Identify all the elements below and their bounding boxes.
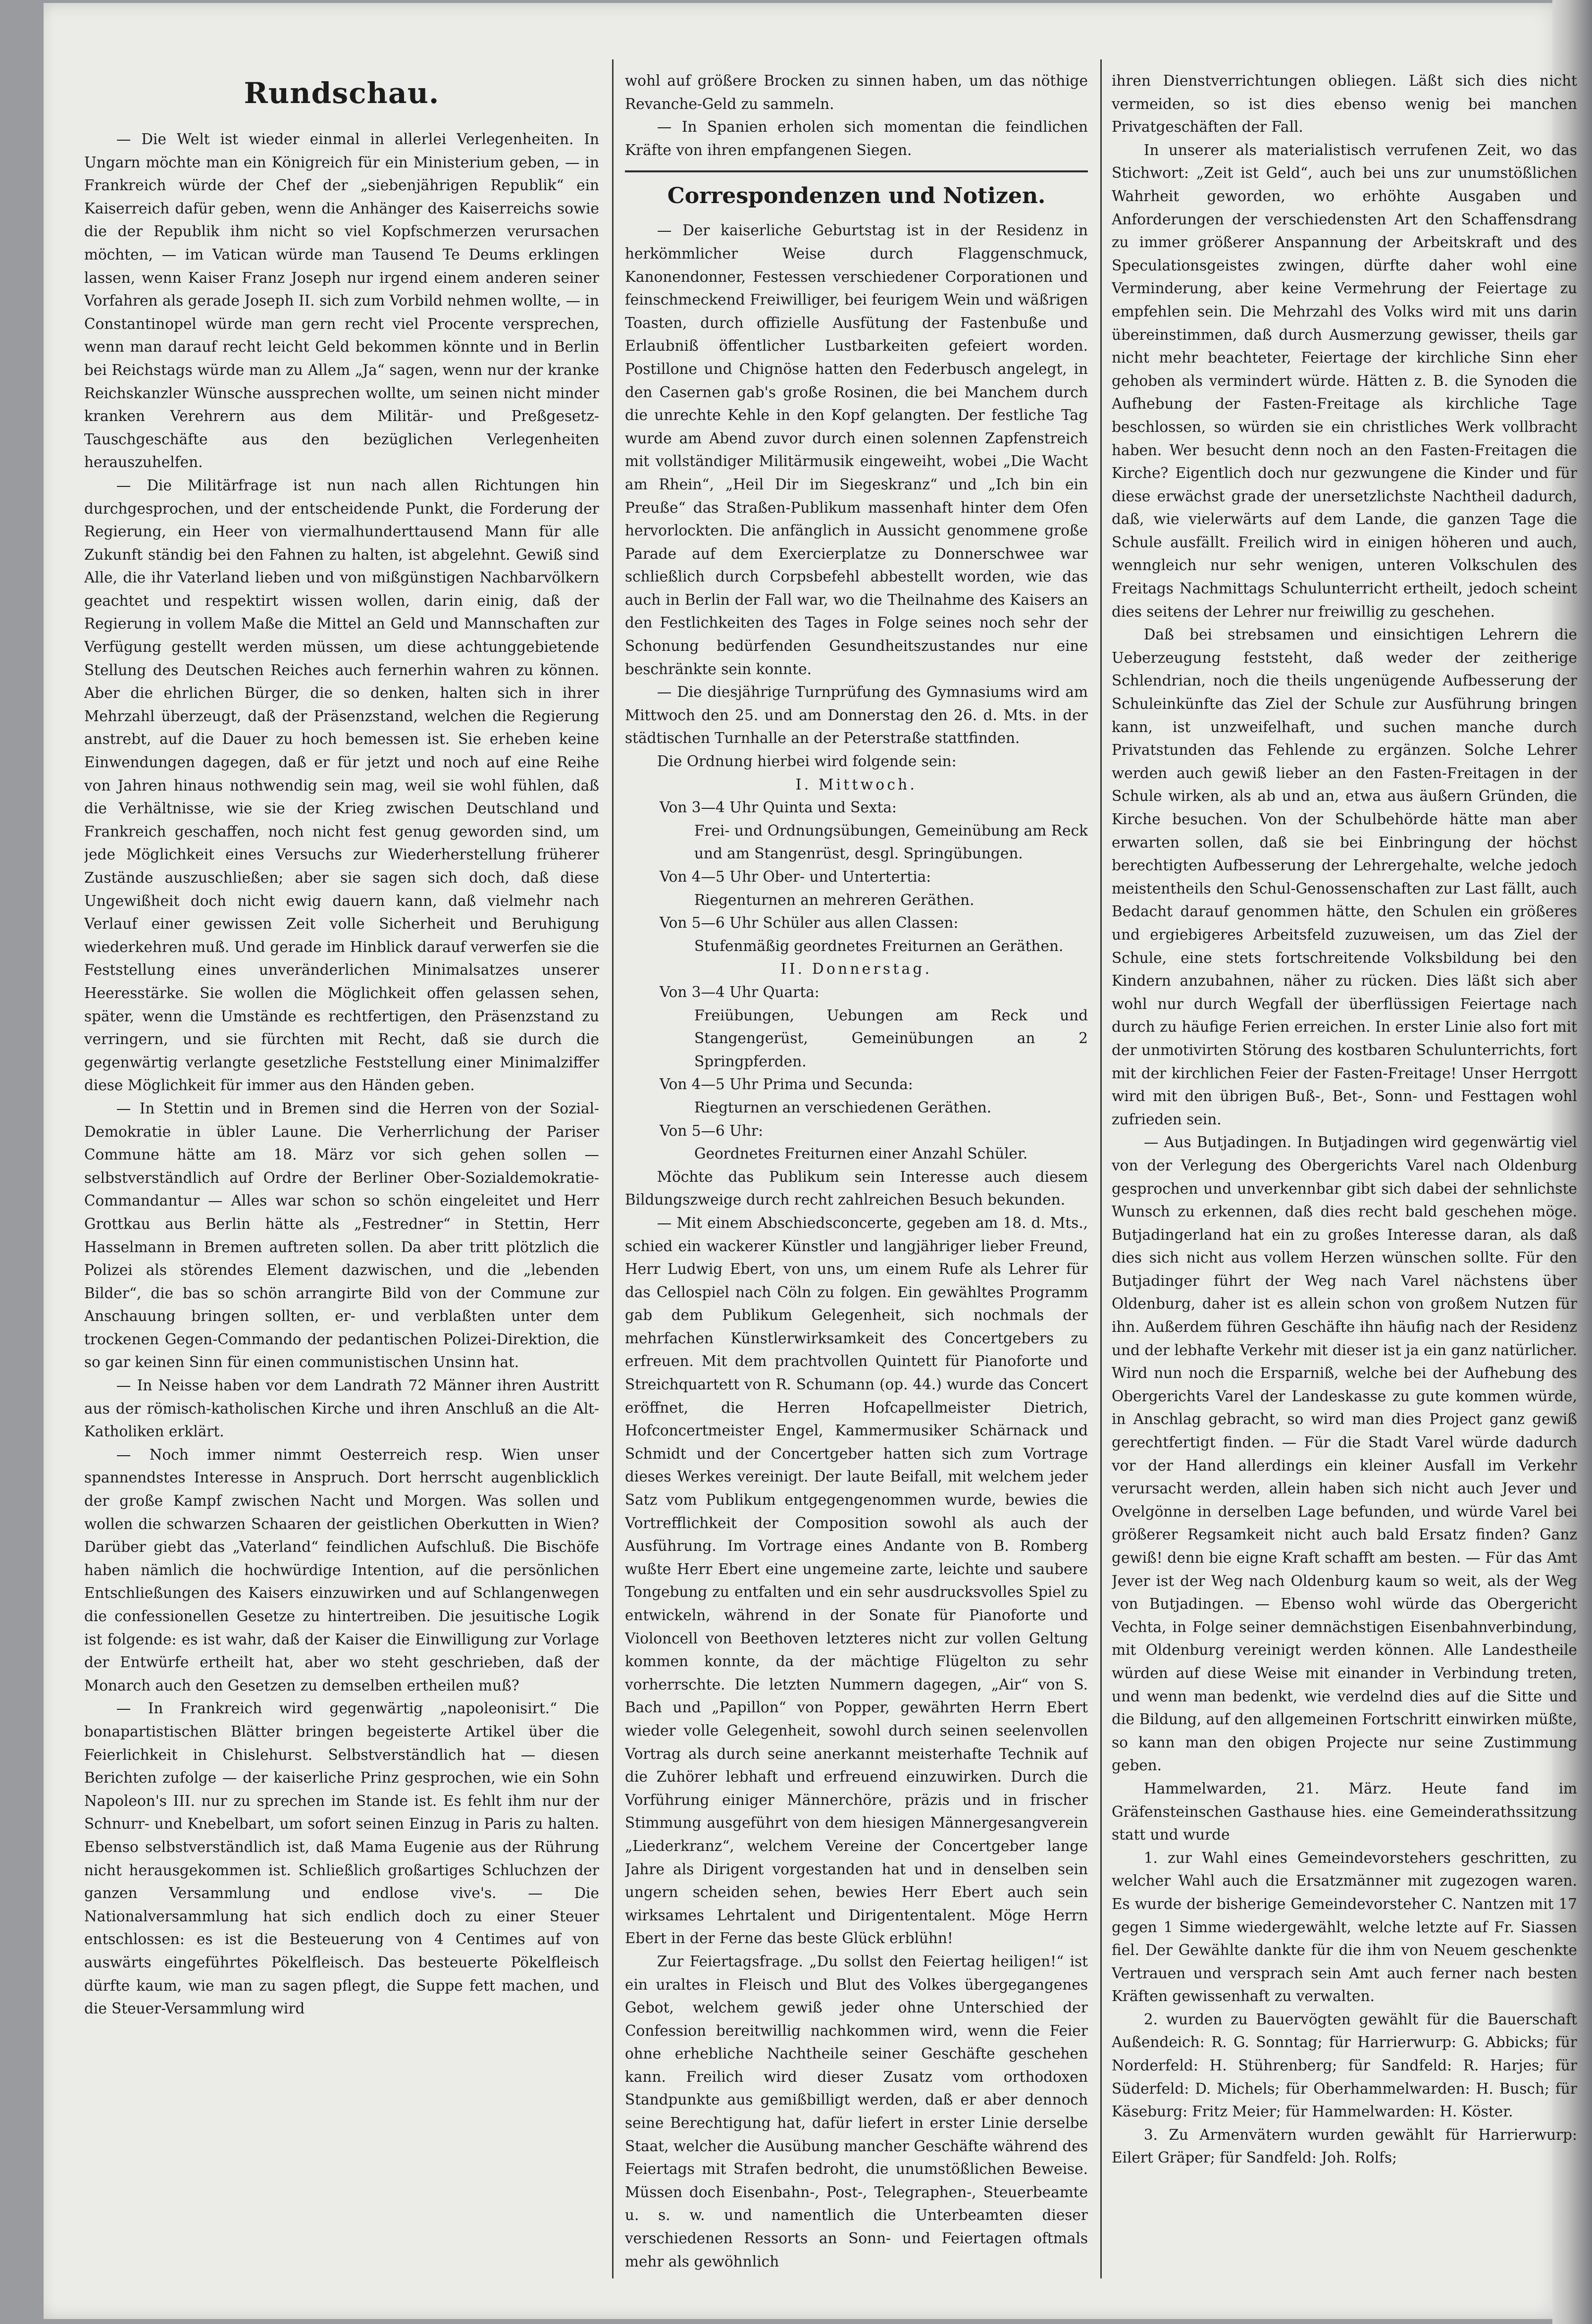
article-paragraph: 3. Zu Armenvätern wurden gewählt für Harrierwurp: Eilert Gräper; für Sandfeld: Joh. Rolfs; — [1112, 2126, 1577, 2166]
article-paragraph: Daß bei strebsamen und einsichtigen Lehrern die Ueberzeugung feststeht, daß weder der zeitherige Schlendrian, noch die theils ungenügende Aufbesserung der Schuleinkünfte das Ziel der Schule zur Ausführung bringen kann, ist unzweifelhaft, und suchen manche durch Privatstunden das Fehlende zu ergänzen. Solche Lehrer werden auch gewiß lieber an den Fasten-Freitagen in der Schule wirken, als ab und an, etwa aus äußern Gründen, die Kirche besuchen. Von der Schulbehörde hätte man aber erwarten sollen, daß sie bei Einbringung der höchst berechtigten Aufbesserung der Lehrergehalte, welche jedoch meistentheils den Schul-Genossenschaften zur Last fällt, auch Bedacht darauf genommen hätte, den Schulen ein größeres und ergiebigeres Arbeitsfeld zuzuweisen, um das Ziel der Schule, eine stets fortschreitende Volksbildung bei den Kindern anzubahnen, näher zu rücken. Dies läßt sich aber wohl nur durch Wegfall der überflüssigen Feiertage nach durch zu häufige Ferien erreichen. In erster Linie also fort mit der unmotivirten Störung des kostbaren Schulunterrichts, fort mit der kirchlichen Feier der Fasten-Freitage! Unser Herrgott wird mit den übrigen Buß-, Bet-, Sonn- und Festtagen wohl zufrieden sein. — [1112, 626, 1577, 1128]
article-paragraph: — In Frankreich wird gegenwärtig „napoleonisirt.“ Die bonapartistischen Blätter bringen begeisterte Artikel über die Feierlichkeit in Chislehurst. Selbstverständlich hat — diesen Berichten zufolge — der kaiserliche Prinz gesprochen, wie ein Sohn Napoleon's III. nur zu sprechen im Stande ist. Es fehlt ihm nur der Schnurr- und Knebelbart, um sofort seinen Einzug in Paris zu halten. Ebenso selbstverständlich ist, daß Mama Eugenie aus der Rührung nicht herausgekommen ist. Schließlich großartiges Schluchzen der ganzen Versammlung und endlose vive's. — Die Nationalversammlung hat sich endlich doch zu einer Steuer entschlossen: es ist die Besteuerung von 4 Centimes auf von auswärts eingeführtes Pökelfleisch. Das besteuerte Pökelfleisch dürfte kaum, wie man zu sagen pflegt, die Suppe fett machen, und die Steuer-Versammlung wird — [84, 1700, 599, 2017]
schedule-item: Von 5—6 Uhr: — [660, 1122, 764, 1139]
schedule-detail: Frei- und Ordnungsübungen, Gemeinübung am Reck und am Stangenrüst, desgl. Springübungen. — [694, 822, 1088, 862]
article-paragraph: — In Stettin und in Bremen sind die Herren von der Sozial-Demokratie in übler Laune. Die Verherrlichung der Pariser Commune hätte am 18. März vor sich gehen sollen — selbstverständlich auf Ordre der Berliner Ober-Sozialdemokratie-Commandantur — Alles war schon so schön eingeleitet und Herr Grottkau aus Berlin hätte als „Festredner“ in Stettin, Herr Hasselmann in Bremen auftreten sollen. Da aber tritt plötzlich die Polizei als störendes Element dazwischen, und die „lebenden Bilder“, die bas so schön arrangirte Bild von der Commune zur Anschauung bringen sollten, er- und verblaßten unter dem trockenen Gegen-Commando der pedantischen Polizei-Direktion, die so gar keinen Sinn für einen communistischen Unsinn hat. — [84, 1100, 599, 1371]
article-paragraph: — Aus Butjadingen. In Butjadingen wird gegenwärtig viel von der Verlegung des Obergerichts Varel nach Oldenburg gesprochen und unverkennbar gibt sich dabei der sehnlichste Wunsch zu erkennen, daß dies recht bald geschehen möge. Butjadingerland hat ein zu großes Interesse daran, als daß dies sich nicht aus vollem Herzen wünschen sollte. Für den Butjadinger führt der Weg nach Varel nächstens über Oldenburg, daher ist es allein schon von großem Nutzen für ihn. Außerdem führen Geschäfte ihn häufig nach der Residenz und der lebhafte Verkehr mit dieser ist ja ein ganz natürlicher. Wird nun noch die Ersparniß, welche bei der Aufhebung des Obergerichts Varel der Landeskasse zu gute kommen würde, in Anschlag gebracht, so wird man dies Project ganz gewiß gerechtfertigt finden. — Für die Stadt Varel würde dadurch vor der Hand allerdings ein kleiner Ausfall im Verkehr verursacht werden, allein haben sich nicht auch Jever und Ovelgönne in derselben Lage befunden, und würde Varel bei größerer Regsamkeit nicht auch bald Ersatz finden? Ganz gewiß! denn bie eigne Kraft schafft am besten. — Für das Amt Jever ist der Weg nach Oldenburg kaum so weit, als der Weg von Butjadingen. — Ebenso wohl würde das Obergericht Vechta, in Folge seiner demnächstigen Eisenbahnverbindung, mit Oldenburg vereinigt werden können. Alle Landestheile würden auf diese Weise mit einander in Verbindung treten, und wenn man bedenkt, wie verdelnd dies auf die Sitte und die Bildung, auf den allgemeinen Fortschritt einwirken müßte, so kann man den obigen Projecte nur seine Zustimmung geben. — [1112, 1134, 1577, 1774]
section-heading-correspondenzen: Correspondenzen und Notizen. — [667, 183, 1046, 209]
section-heading-rundschau: Rundschau. — [244, 76, 440, 110]
article-paragraph: Zur Feiertagsfrage. „Du sollst den Feiertag heiligen!“ ist ein uraltes in Fleisch und Blut des Volkes übergegangenes Gebot, welchem gewiß jeder ohne Unterschied der Confession bereitwillig nachkommen wird, wenn die Feier ohne erhebliche Nachtheile seiner Geschäfte geschehen kann. Freilich wird dieser Zusatz vom orthodoxen Standpunkte aus gemißbilligt werden, daß er aber dennoch seine Berechtigung hat, dafür liefert in erster Linie derselbe Staat, welcher die Ausübung mancher Geschäfte während des Feiertags mit Strafen bedroht, die unumstößlichen Beweise. Müssen doch Eisenbahn-, Post-, Telegraphen-, Steuerbeamte u. s. w. und namentlich die Unterbeamten dieser verschiedenen Ressorts an Sonn- und Feiertagen oftmals mehr als gewöhnlich — [625, 1953, 1088, 2270]
article-paragraph: — In Spanien erholen sich momentan die feindlichen Kräfte von ihren empfangenen Siegen. — [625, 118, 1088, 158]
article-paragraph: — Noch immer nimmt Oesterreich resp. Wien unser spannendstes Interesse in Anspruch. Dort herrscht augenblicklich der große Kampf zwischen Nacht und Morgen. Was sollen und wollen die schwarzen Schaaren der geistlichen Oberkutten in Wien? Darüber giebt das „Vaterland“ feindlichen Aufschluß. Die Bischöfe haben nämlich die hochwürdige Intention, auf die persönlichen Entschließungen des Kaisers einzuwirken und auf Schlangenwegen die confessionellen Gesetze zu hintertreiben. Die jesuitische Logik ist folgende: es ist wahr, daß der Kaiser die Einwilligung zur Vorlage der Entwürfe ertheilt hat, aber wo steht geschrieben, daß der Monarch auch den Gesetzen zu demselben ertheilen muß? — [84, 1446, 599, 1694]
schedule-detail: Geordnetes Freiturnen einer Anzahl Schüler. — [694, 1145, 1028, 1162]
article-paragraph: 1. zur Wahl eines Gemeindevorstehers geschritten, zu welcher Wahl auch die Ersatzmänner mit zugezogen waren. Es wurde der bisherige Gemeindevorsteher C. Nantzen mit 17 gegen 1 Simme wiedergewählt, welche letzte auf Fr. Siassen fiel. Der Gewählte dankte für die ihm von Neuem geschenkte Vertrauen und versprach sein Amt auch ferner nach besten Kräften gewissenhaft zu verwalten. — [1112, 1849, 1577, 2005]
column-1 — [84, 69, 599, 2273]
schedule-intro: Die Ordnung hierbei wird folgende sein: — [657, 753, 957, 770]
schedule-detail: Freiübungen, Uebungen am Reck und Stangengerüst, Gemeinübungen an 2 Springpferden. — [694, 1006, 1088, 1070]
column-rule — [1100, 59, 1102, 2278]
article-paragraph: — In Neisse haben vor dem Landrath 72 Männer ihren Austritt aus der römisch-katholischen Kirche und ihren Anschluß an die Alt-Katholiken erklärt. — [84, 1377, 599, 1440]
schedule-item: Von 3—4 Uhr Quinta und Sexta: — [660, 799, 897, 816]
column-3 — [1112, 69, 1577, 2273]
article-paragraph: — Die Welt ist wieder einmal in allerlei Verlegenheiten. In Ungarn möchte man ein Königreich für ein Ministerium geben, — in Frankreich würde der Chef der „siebenjährigen Republik“ ein Kaiserreich dafür geben, wenn die Anhänger des Kaiserreichs sowie die der Republik ihm nicht so viel Kopfschmerzen verursachen möchten, — im Vatican würde man Tausend Te Deums erklingen lassen, wenn Kaiser Franz Joseph nur irgend einem anderen seiner Vorfahren als gerade Joseph II. sich zum Vorbild nehmen wollte, — in Constantinopel würde man gern recht viel Procente versprechen, wenn man darauf recht leicht Geld bekommen könnte und in Berlin bei Reichstags würde man zu Allem „Ja“ sagen, wenn nur der kranke Reichskanzler Wünsche aussprechen wollte, um seinen nicht minder kranken Verehrern aus dem Militär- und Preßgesetz-Tauschgeschäfte aus den bezüglichen Verlegenheiten herauszuhelfen. — [84, 131, 599, 471]
column-2 — [625, 69, 1088, 2273]
schedule-item: Von 3—4 Uhr Quarta: — [660, 983, 820, 1001]
article-paragraph: Hammelwarden, 21. März. Heute fand im Gräfensteinschen Gasthause hies. eine Gemeinderathssitzung statt und wurde — [1112, 1780, 1577, 1844]
schedule-detail: Stufenmäßig geordnetes Freiturnen an Geräthen. — [694, 937, 1064, 954]
article-paragraph: — Mit einem Abschiedsconcerte, gegeben am 18. d. Mts., schied ein wackerer Künstler und langjähriger lieber Freund, Herr Ludwig Ebert, von uns, um einem Rufe als Lehrer für das Cellospiel nach Cöln zu folgen. Ein gewähltes Programm gab dem Publikum Gelegenheit, sich nochmals der mehrfachen Künstlerwirksamkeit des Concertgebers zu erfreuen. Mit dem prachtvollen Quintett für Pianoforte und Streichquartett von R. Schumann (op. 44.) wurde das Concert eröffnet, die Herren Hofcapellmeister Dietrich, Hofconcertmeister Engel, Kammermusiker Schärnack und Schmidt und der Concertgeber hatten sich zum Vortrage dieses Werkes vereinigt. Der laute Beifall, mit welchem jeder Satz vom Publikum entgegengenommen wurde, bewies die Vortrefflichkeit der Composition sowohl als auch der Ausführung. Im Vortrage eines Andante von B. Romberg wußte Herr Ebert eine ungemeine zarte, leichte und saubere Tongebung zu entfalten und ein sehr ausdrucksvolles Spiel zu entwickeln, während in der Sonate für Pianoforte und Violoncell von Beethoven letzteres nicht zur vollen Geltung kommen konnte, da der mächtige Flügelton zu sehr vorherrschte. Die letzten Nummern dagegen, „Air“ von S. Bach und „Papillon“ von Popper, gewährten Herrn Ebert wieder volle Gelegenheit, sowohl durch seinen seelenvollen Vortrag als durch seine anerkannt meisterhafte Technik auf die Zuhörer lebhaft und erfreuend einzuwirken. Durch die Vorführung einiger Männerchöre, präzis und in frischer Stimmung ausgeführt von dem hiesigen Männergesangverein „Liederkranz“, welchem Vereine der Concertgeber lange Jahre als Dirigent vorgestanden hat und in denselben sein ungern scheiden sehen, bewies Herr Ebert auch sein wirksames Lehrtalent und Dirigententalent. Möge Herrn Ebert in der Ferne das beste Glück erblühn! — [625, 1214, 1088, 1947]
column-rule — [612, 59, 614, 2278]
schedule-item: Von 5—6 Uhr Schüler aus allen Classen: — [660, 914, 959, 932]
schedule-day: II. Donnerstag. — [780, 960, 932, 978]
article-paragraph: In unserer als materialistisch verrufenen Zeit, wo das Stichwort: „Zeit ist Geld“, auch bei uns zur unumstößlichen Wahrheit geworden, wo erhöhte Ausgaben und Anforderungen der verschiedensten Art den Schaffensdrang zu immer größerer Anspannung der Arbeitskraft und des Speculationsgeistes zwingen, dürfte daher wohl eine Verminderung, aber keine Vermehrung der Feiertage zu empfehlen sein. Die Mehrzahl des Volks wird mit uns darin übereinstimmen, daß durch Ausmerzung gewisser, theils gar nicht mehr beachteter, Feiertage der kirchliche Sinn eher gehoben als vermindert würde. Hätten z. B. die Synoden die Aufhebung der Fasten-Freitage als kirchliche Tage beschlossen, so würden sie ein christliches Werk vollbracht haben. Wer besucht denn noch an den Fasten-Freitagen die Kirche? Eigentlich doch nur gezwungene die Kinder und für diese erwächst grade der unersetzlichste Nachtheil dadurch, daß, wie vielerwärts auf dem Lande, die ganzen Tage die Schule ausfällt. Freilich wird in einigen höheren und auch, wenngleich nur sehr wenigen, unteren Volkschulen des Freitags Nachmittags Schulunterricht ertheilt, jedoch scheint dies seitens der Lehrer nur freiwillig zu geschehen. — [1112, 141, 1577, 620]
section-divider — [625, 170, 1088, 172]
schedule-item: Von 4—5 Uhr Prima und Secunda: — [660, 1076, 913, 1093]
schedule-detail: Riegenturnen an mehreren Geräthen. — [694, 891, 975, 908]
schedule-item: Von 4—5 Uhr Ober- und Untertertia: — [660, 868, 931, 885]
article-paragraph: — Die diesjährige Turnprüfung des Gymnasiums wird am Mittwoch den 25. und am Donnerstag den 26. d. Mts. in der städtischen Turnhalle an der Peterstraße stattfinden. — [625, 684, 1088, 747]
article-paragraph: ihren Dienstverrichtungen obliegen. Läßt sich dies nicht vermeiden, so ist dies ebenso wenig bei manchen Privatgeschäften der Fall. — [1112, 72, 1577, 136]
schedule-detail: Riegturnen an verschiedenen Geräthen. — [694, 1099, 992, 1116]
article-paragraph: 2. wurden zu Bauervögten gewählt für die Bauerschaft Außendeich: R. G. Sonntag; für Harrierwurp: G. Abbicks; für Norderfeld: H. Stührenberg; für Sandfeld: R. Harjes; für Süderfeld: D. Michels; für Oberhammelwarden: H. Busch; für Käseburg: Fritz Meier; für Hammelwarden: H. Köster. — [1112, 2010, 1577, 2120]
article-paragraph: — Die Militärfrage ist nun nach allen Richtungen hin durchgesprochen, und der entscheidende Punkt, die Forderung der Regierung, ein Heer von viermalhunderttausend Mann für alle Zukunft ständig bei den Fahnen zu halten, ist abgelehnt. Gewiß sind Alle, die ihr Vaterland lieben und von mißgünstigen Nachbarvölkern geachtet und respektirt wissen wollen, darin einig, daß der Regierung in vollem Maße die Mittel an Geld und Mannschaften zur Verfügung gestellt werden müssen, um diese achtunggebietende Stellung des Deutschen Reiches auch fernerhin wahren zu können. Aber die ehrlichen Bürger, die so denken, halten sich in ihrer Mehrzahl überzeugt, daß der Präsenzstand, welchen die Regierung anstrebt, auf die Dauer zu hoch bemessen ist. Sie erheben keine Einwendungen dagegen, daß er für jetzt und noch auf eine Reihe von Jahren hinaus nothwendig sein mag, weil sie wohl fühlen, daß die Verhältnisse, wie sie der Krieg zwischen Deutschland und Frankreich geschaffen, noch nicht fest genug geworden sind, um jede Möglichkeit eines Versuchs zur Wiederherstellung früherer Zustände auszuschließen; aber sie sagen sich doch, daß diese Ungewißheit doch nicht ewig dauern kann, daß vielmehr nach Verlauf einer gewissen Zeit volle Sicherheit und Beruhigung wiederkehren muß. Und gerade im Hinblick darauf verwerfen sie die Feststellung eines unveränderlichen Minimalsatzes unserer Heeresstärke. Sie wollen die Möglichkeit offen gelassen sehen, später, wenn die Umstände es rechtfertigen, den Präsenzstand zu verringern, und sie fürchten mit Recht, daß sie durch die gegenwärtig verlangte gesetzliche Feststellung einer Minimalziffer diese Möglichkeit für immer aus den Händen geben. — [84, 476, 599, 1094]
article-paragraph: Möchte das Publikum sein Interesse auch diesem Bildungszweige durch recht zahlreichen Besuch bekunden. — [625, 1168, 1088, 1209]
schedule-day: I. Mittwoch. — [795, 776, 918, 793]
article-paragraph: — Der kaiserliche Geburtstag ist in der Residenz in herkömmlicher Weise durch Flaggenschmuck, Kanonendonner, Festessen verschiedener Corporationen und feinschmeckend Freiwilliger, bei feurigem Wein und wäßrigen Toasten, durch offizielle Ausfütung der Fastenbuße und Erlaubniß öffentlicher Lustbarkeiten gefeiert worden. Postillone und Chignöse hatten den Federbusch angelegt, in den Casernen gab's große Rosinen, die bei Manchem durch die unrechte Kehle in den Kopf gelangten. Der festliche Tag wurde am Abend zuvor durch einen solennen Zapfenstreich mit vollständiger Militärmusik eingeweiht, wobei „Die Wacht am Rhein“, „Heil Dir im Siegeskranz“ und „Ich bin ein Preuße“ das Straßen-Publikum massenhaft hinter dem Ofen hervorlockten. Die anfänglich in Aussicht genommene große Parade auf dem Exercierplatze zu Donnerschwee war schließlich durch Corpsbefehl abbestellt worden, wie das auch in Berlin der Fall war, wo die Theilnahme des Kaisers an den Festlichkeiten des Tages in Folge seines noch sehr der Schonung bedürfenden Gesundheitszustandes nur eine beschränkte sein konnte. — [625, 222, 1088, 678]
article-paragraph: wohl auf größere Brocken zu sinnen haben, um das nöthige Revanche-Geld zu sammeln. — [625, 72, 1088, 112]
